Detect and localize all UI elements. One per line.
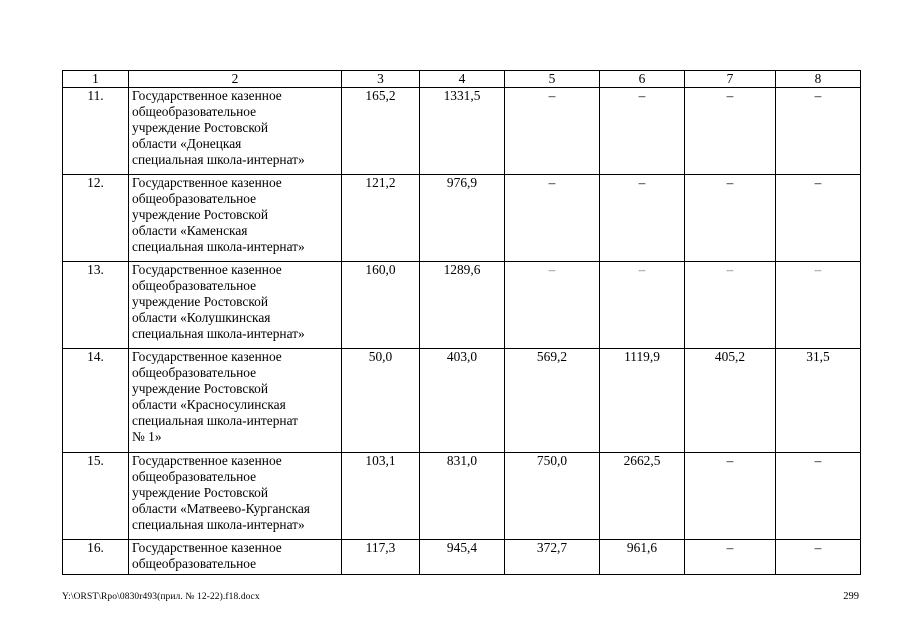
value-col-7: 405,2 bbox=[685, 349, 776, 453]
name-line: Государственное казенное bbox=[132, 88, 282, 103]
value-col-7: – bbox=[685, 262, 776, 349]
institution-name bbox=[129, 262, 342, 349]
name-line: общеобразовательное bbox=[132, 278, 257, 293]
name-line: области «Колушкинская bbox=[132, 310, 271, 325]
value-col-6: 2662,5 bbox=[600, 453, 685, 540]
row-number: 12. bbox=[63, 175, 129, 262]
footer-file-path: Y:\ORST\Rpo\0830r493(прил. № 12-22).f18.docx bbox=[62, 592, 260, 602]
table-row bbox=[63, 175, 861, 262]
value-col-8: – bbox=[776, 88, 861, 175]
value-col-4: 945,4 bbox=[420, 540, 505, 575]
institution-name bbox=[129, 349, 342, 453]
column-header-2: 2 bbox=[129, 71, 342, 88]
row-number: 14. bbox=[63, 349, 129, 453]
column-header-6: 6 bbox=[600, 71, 685, 88]
value-col-7: – bbox=[685, 88, 776, 175]
name-line: специальная школа-интернат» bbox=[132, 326, 305, 341]
name-line: общеобразовательное bbox=[132, 365, 257, 380]
value-col-3: 165,2 bbox=[342, 88, 420, 175]
value-col-3: 121,2 bbox=[342, 175, 420, 262]
name-line: учреждение Ростовской bbox=[132, 381, 269, 396]
value-col-8: – bbox=[776, 175, 861, 262]
name-line: специальная школа-интернат» bbox=[132, 152, 305, 167]
name-line: Государственное казенное bbox=[132, 175, 282, 190]
value-col-8: – bbox=[776, 262, 861, 349]
value-col-5: 750,0 bbox=[505, 453, 600, 540]
value-col-8: – bbox=[776, 453, 861, 540]
table-row bbox=[63, 540, 861, 575]
row-number: 11. bbox=[63, 88, 129, 175]
name-line: Государственное казенное bbox=[132, 349, 282, 364]
value-col-7: – bbox=[685, 175, 776, 262]
column-header-5: 5 bbox=[505, 71, 600, 88]
value-col-5: 569,2 bbox=[505, 349, 600, 453]
column-header-7: 7 bbox=[685, 71, 776, 88]
value-col-7: – bbox=[685, 540, 776, 575]
value-col-5: – bbox=[505, 88, 600, 175]
name-line: общеобразовательное bbox=[132, 469, 257, 484]
institution-name bbox=[129, 88, 342, 175]
header-row bbox=[63, 71, 861, 88]
value-col-3: 117,3 bbox=[342, 540, 420, 575]
value-col-4: 1289,6 bbox=[420, 262, 505, 349]
value-col-4: 976,9 bbox=[420, 175, 505, 262]
value-col-8: – bbox=[776, 540, 861, 575]
value-col-8: 31,5 bbox=[776, 349, 861, 453]
name-line: области «Красносулинская bbox=[132, 397, 286, 412]
value-col-4: 831,0 bbox=[420, 453, 505, 540]
value-col-5: 372,7 bbox=[505, 540, 600, 575]
name-line: Государственное казенное bbox=[132, 453, 282, 468]
value-col-3: 103,1 bbox=[342, 453, 420, 540]
name-line: специальная школа-интернат bbox=[132, 413, 299, 428]
value-col-3: 50,0 bbox=[342, 349, 420, 453]
row-number: 15. bbox=[63, 453, 129, 540]
value-col-5: – bbox=[505, 175, 600, 262]
name-line: Государственное казенное bbox=[132, 262, 282, 277]
table-row bbox=[63, 262, 861, 349]
name-line: области «Каменская bbox=[132, 223, 248, 238]
institution-name bbox=[129, 175, 342, 262]
row-number: 16. bbox=[63, 540, 129, 575]
name-line: области «Донецкая bbox=[132, 136, 242, 151]
value-col-3: 160,0 bbox=[342, 262, 420, 349]
value-col-7: – bbox=[685, 453, 776, 540]
name-line: общеобразовательное bbox=[132, 556, 257, 571]
name-line: № 1» bbox=[132, 429, 162, 444]
value-col-6: – bbox=[600, 175, 685, 262]
table-row bbox=[63, 453, 861, 540]
column-header-3: 3 bbox=[342, 71, 420, 88]
name-line: специальная школа-интернат» bbox=[132, 239, 305, 254]
name-line: учреждение Ростовской bbox=[132, 294, 269, 309]
institution-name bbox=[129, 540, 342, 575]
name-line: специальная школа-интернат» bbox=[132, 517, 305, 532]
column-header-4: 4 bbox=[420, 71, 505, 88]
value-col-4: 1331,5 bbox=[420, 88, 505, 175]
table-row bbox=[63, 88, 861, 175]
row-number: 13. bbox=[63, 262, 129, 349]
value-col-6: – bbox=[600, 262, 685, 349]
name-line: области «Матвеево-Курганская bbox=[132, 501, 310, 516]
page-number: 299 bbox=[843, 591, 859, 602]
budget-table bbox=[62, 70, 861, 575]
table-row bbox=[63, 349, 861, 453]
name-line: общеобразовательное bbox=[132, 104, 257, 119]
institution-name bbox=[129, 453, 342, 540]
column-header-8: 8 bbox=[776, 71, 861, 88]
value-col-6: 1119,9 bbox=[600, 349, 685, 453]
name-line: учреждение Ростовской bbox=[132, 485, 269, 500]
name-line: учреждение Ростовской bbox=[132, 120, 269, 135]
value-col-6: 961,6 bbox=[600, 540, 685, 575]
value-col-6: – bbox=[600, 88, 685, 175]
name-line: общеобразовательное bbox=[132, 191, 257, 206]
name-line: учреждение Ростовской bbox=[132, 207, 269, 222]
value-col-5: – bbox=[505, 262, 600, 349]
value-col-4: 403,0 bbox=[420, 349, 505, 453]
column-header-1: 1 bbox=[63, 71, 129, 88]
name-line: Государственное казенное bbox=[132, 540, 282, 555]
